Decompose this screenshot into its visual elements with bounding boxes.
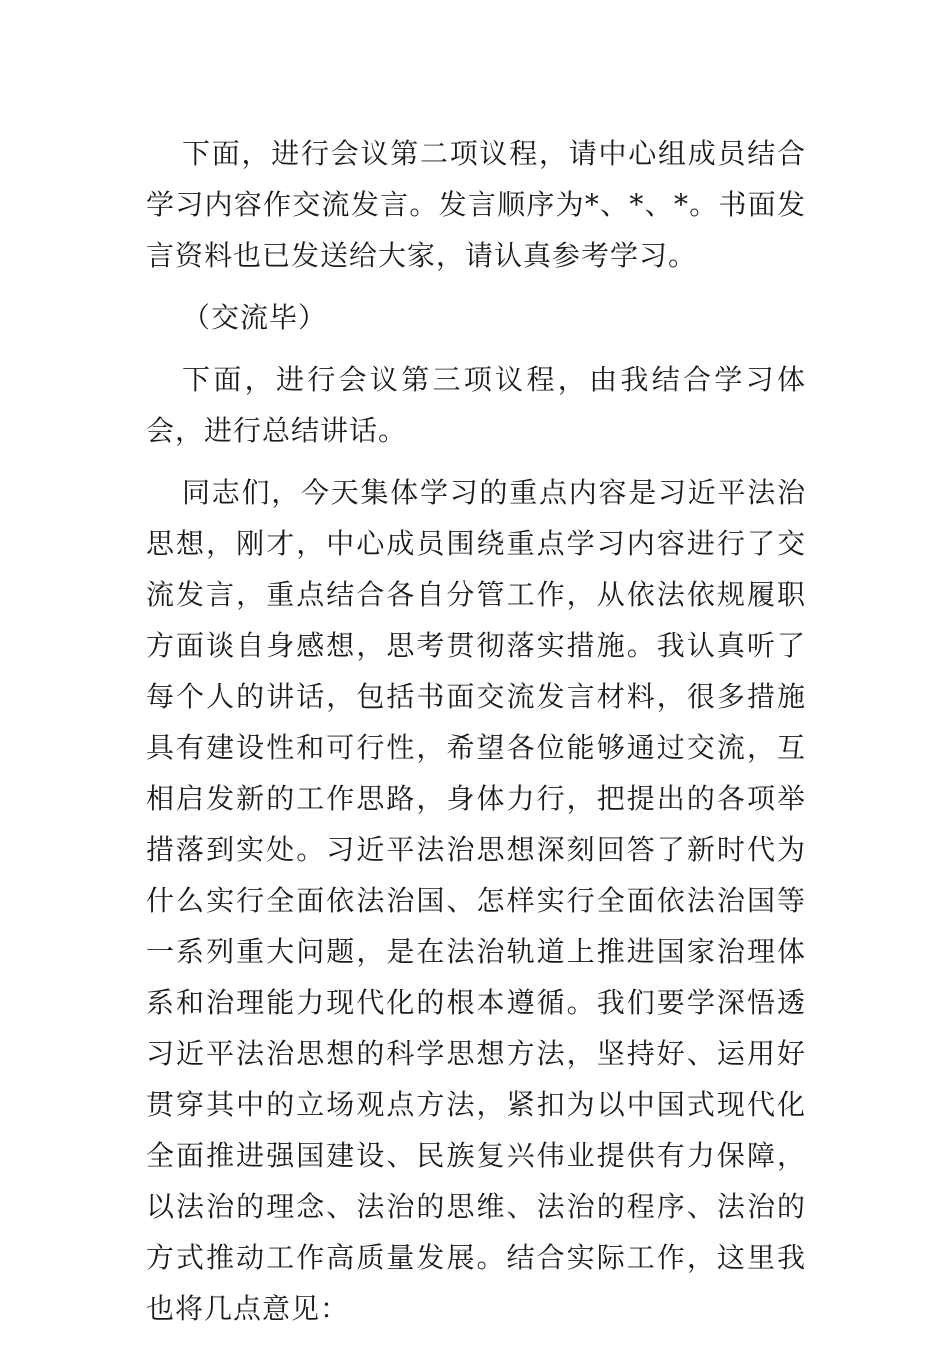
paragraph-agenda-item-three: 下面，进行会议第三项议程，由我结合学习体会，进行总结讲话。 — [146, 363, 806, 447]
document-body — [146, 128, 806, 1345]
paragraph-agenda-item-two: 下面，进行会议第二项议程，请中心组成员结合学习内容作交流发言。发言顺序为*、*、*。书面发言资料也已发送给大家，请认真参考学习。 — [146, 137, 806, 272]
paragraph-summary-speech: 同志们，今天集体学习的重点内容是习近平法治思想，刚才，中心成员围绕重点学习内容进行了交流发言，重点结合各自分管工作，从依法依规履职方面谈自身感想，思考贯彻落实措施。我认真听了每个人的讲话，包括书面交流发言材料，很多措施具有建设性和可行性，希望各位能够通过交流，互相启发新的工作思路，身体力行，把提出的各项举措落到实处。习近平法治思想深刻回答了新时代为什么实行全面依法治国、怎样实行全面依法治国等一系列重大问题，是在法治轨道上推进国家治理体系和治理能力现代化的根本遵循。我们要学深悟透习近平法治思想的科学思想方法，坚持好、运用好贯穿其中的立场观点方法，紧扣为以中国式现代化全面推进强国建设、民族复兴伟业提供有力保障，以法治的理念、法治的思维、法治的程序、法治的方式推动工作高质量发展。结合实际工作，这里我也将几点意见： — [146, 476, 806, 1325]
paragraph-exchange-finished-note: （交流毕） — [182, 301, 328, 334]
